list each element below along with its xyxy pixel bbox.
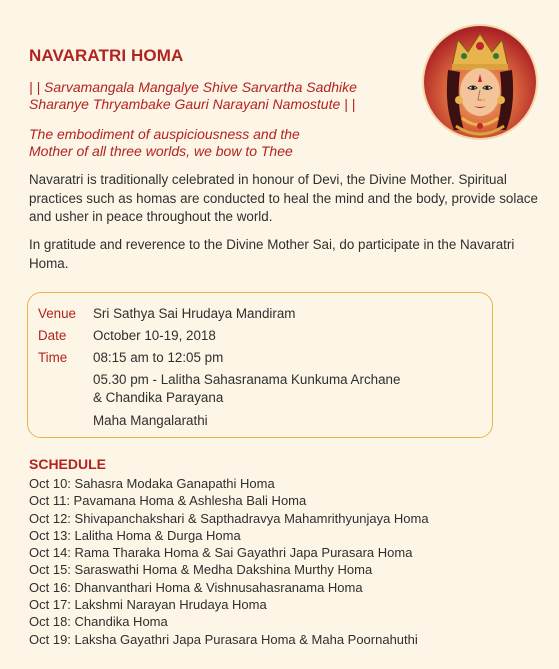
sanskrit-mantra xyxy=(29,79,399,113)
schedule-item: Oct 17: Lakshmi Narayan Hrudaya Homa xyxy=(29,597,267,613)
page-title: NAVARATRI HOMA xyxy=(29,46,184,65)
time-label: Time xyxy=(38,350,68,365)
date-value: October 10-19, 2018 xyxy=(93,328,216,343)
date-label: Date xyxy=(38,328,67,343)
devi-portrait-icon xyxy=(424,26,536,138)
mantra-translation xyxy=(29,126,409,160)
schedule-item: Oct 11: Pavamana Homa & Ashlesha Bali Homa xyxy=(29,493,307,509)
schedule-heading: SCHEDULE xyxy=(29,456,107,472)
schedule-item: Oct 10: Sahasra Modaka Ganapathi Homa xyxy=(29,476,275,491)
schedule-item: Oct 12: Shivapanchakshari & Sapthadravya Mahamrithyunjaya Homa xyxy=(29,510,429,526)
intro-paragraph: Navaratri is traditionally celebrated in honour of Devi, the Divine Mother. Spiritual practices such as homas are conducted to heal the mind and the body, provide solace and usher in peace throughout the world. xyxy=(29,172,538,224)
translation-line-2: Mother of all three worlds, we bow to Thee xyxy=(29,143,293,159)
schedule-item: Oct 19: Laksha Gayathri Japa Purasara Homa & Maha Poornahuthi xyxy=(29,631,418,647)
schedule-item: Oct 14: Rama Tharaka Homa & Sai Gayathri Japa Purasara Homa xyxy=(29,545,413,561)
mantra-line-1: | | Sarvamangala Mangalye Shive Sarvartha Sadhike xyxy=(29,79,357,95)
closing-ritual: Maha Mangalarathi xyxy=(93,413,208,428)
venue-label: Venue xyxy=(38,306,76,321)
schedule-item: Oct 16: Dhanvanthari Homa & Vishnusahasranama Homa xyxy=(29,579,363,595)
evening-session-line-2: & Chandika Parayana xyxy=(93,390,224,405)
translation-line-1: The embodiment of auspiciousness and the xyxy=(29,126,300,142)
time-value: 08:15 am to 12:05 pm xyxy=(93,350,224,365)
schedule-item: Oct 18: Chandika Homa xyxy=(29,614,168,630)
evening-session-line-1: 05.30 pm - Lalitha Sahasranama Kunkuma Archane xyxy=(93,372,401,387)
mantra-line-2: Sharanye Thryambake Gauri Narayani Namostute | | xyxy=(29,96,356,112)
schedule-item: Oct 15: Saraswathi Homa & Medha Dakshina Murthy Homa xyxy=(29,562,373,578)
venue-value: Sri Sathya Sai Hrudaya Mandiram xyxy=(93,306,296,321)
invitation-paragraph: In gratitude and reverence to the Divine Mother Sai, do participate in the Navaratri Homa. xyxy=(29,237,515,271)
schedule-item: Oct 13: Lalitha Homa & Durga Homa xyxy=(29,527,241,543)
schedule-list xyxy=(29,475,549,648)
